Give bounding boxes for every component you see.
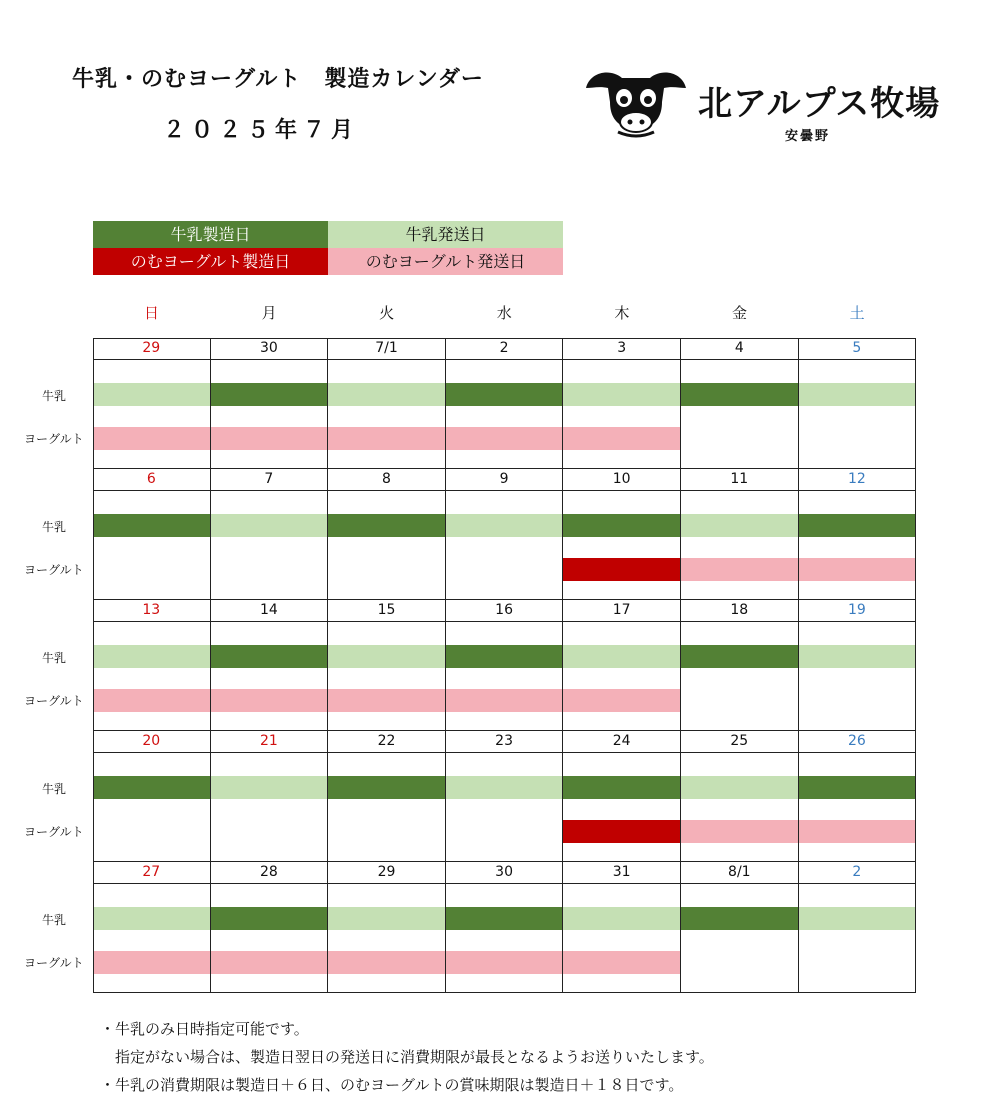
milk-row-label: 牛乳 (42, 389, 67, 403)
day-number: 16 (446, 600, 563, 622)
day-number: 2 (446, 338, 563, 360)
legend-yogurt-make: のむヨーグルト製造日 (93, 248, 328, 275)
day-number: 7 (211, 469, 328, 491)
day-number: 13 (93, 600, 210, 622)
yogurt-row-label: ヨーグルト (24, 563, 84, 577)
milk-row-label: 牛乳 (42, 913, 67, 927)
day-number: 30 (446, 862, 563, 884)
weekday-4: 木 (614, 304, 630, 322)
day-number: 14 (211, 600, 328, 622)
legend-yogurt-ship: のむヨーグルト発送日 (328, 248, 563, 275)
day-number: 4 (681, 338, 798, 360)
day-number: 29 (328, 862, 445, 884)
cow-icon (580, 58, 692, 140)
day-number: 2 (799, 862, 916, 884)
day-number: 18 (681, 600, 798, 622)
day-number: 8/1 (681, 862, 798, 884)
note-line: ・牛乳のみ日時指定可能です。 (100, 1020, 309, 1038)
weekday-2: 火 (379, 304, 395, 322)
brand-subtitle: 安曇野 (785, 129, 831, 144)
legend-milk-ship: 牛乳発送日 (328, 221, 563, 248)
yogurt-row-label: ヨーグルト (24, 694, 84, 708)
day-number: 20 (93, 731, 210, 753)
day-number: 25 (681, 731, 798, 753)
weekday-0: 日 (143, 304, 159, 322)
day-number: 24 (563, 731, 680, 753)
day-number: 19 (799, 600, 916, 622)
day-number: 12 (799, 469, 916, 491)
day-number: 30 (211, 338, 328, 360)
calendar-month: ２０２５年７月 (163, 118, 360, 143)
weekday-5: 金 (731, 304, 747, 322)
note-line: 指定がない場合は、製造日翌日の発送日に消費期限が最長となるようお送りいたします。 (100, 1048, 714, 1066)
weekday-3: 水 (496, 304, 512, 322)
weekday-6: 土 (849, 304, 865, 322)
yogurt-row-label: ヨーグルト (24, 432, 84, 446)
weekday-1: 月 (261, 304, 277, 322)
day-number: 5 (799, 338, 916, 360)
day-number: 10 (563, 469, 680, 491)
yogurt-row-label: ヨーグルト (24, 956, 84, 970)
day-number: 28 (211, 862, 328, 884)
milk-row-label: 牛乳 (42, 651, 67, 665)
note-line: ・牛乳の消費期限は製造日＋６日、のむヨーグルトの賞味期限は製造日＋１８日です。 (100, 1076, 684, 1094)
day-number: 29 (93, 338, 210, 360)
day-number: 15 (328, 600, 445, 622)
day-number: 31 (563, 862, 680, 884)
day-number: 23 (446, 731, 563, 753)
day-number: 27 (93, 862, 210, 884)
day-number: 3 (563, 338, 680, 360)
yogurt-row-label: ヨーグルト (24, 825, 84, 839)
day-number: 11 (681, 469, 798, 491)
brand-logo (580, 58, 941, 148)
day-number: 8 (328, 469, 445, 491)
calendar-frame (93, 338, 916, 993)
day-number: 21 (211, 731, 328, 753)
milk-row-label: 牛乳 (42, 520, 67, 534)
day-number: 9 (446, 469, 563, 491)
legend-milk-make: 牛乳製造日 (93, 221, 328, 248)
notes (100, 1015, 714, 1099)
day-number: 22 (328, 731, 445, 753)
brand-name: 北アルプス牧場 (698, 84, 941, 124)
day-number: 26 (799, 731, 916, 753)
day-number: 17 (563, 600, 680, 622)
milk-row-label: 牛乳 (42, 782, 67, 796)
day-number: 6 (93, 469, 210, 491)
page-title: 牛乳・のむヨーグルト 製造カレンダー (72, 67, 484, 92)
day-number: 7/1 (328, 338, 445, 360)
legend (93, 221, 564, 276)
